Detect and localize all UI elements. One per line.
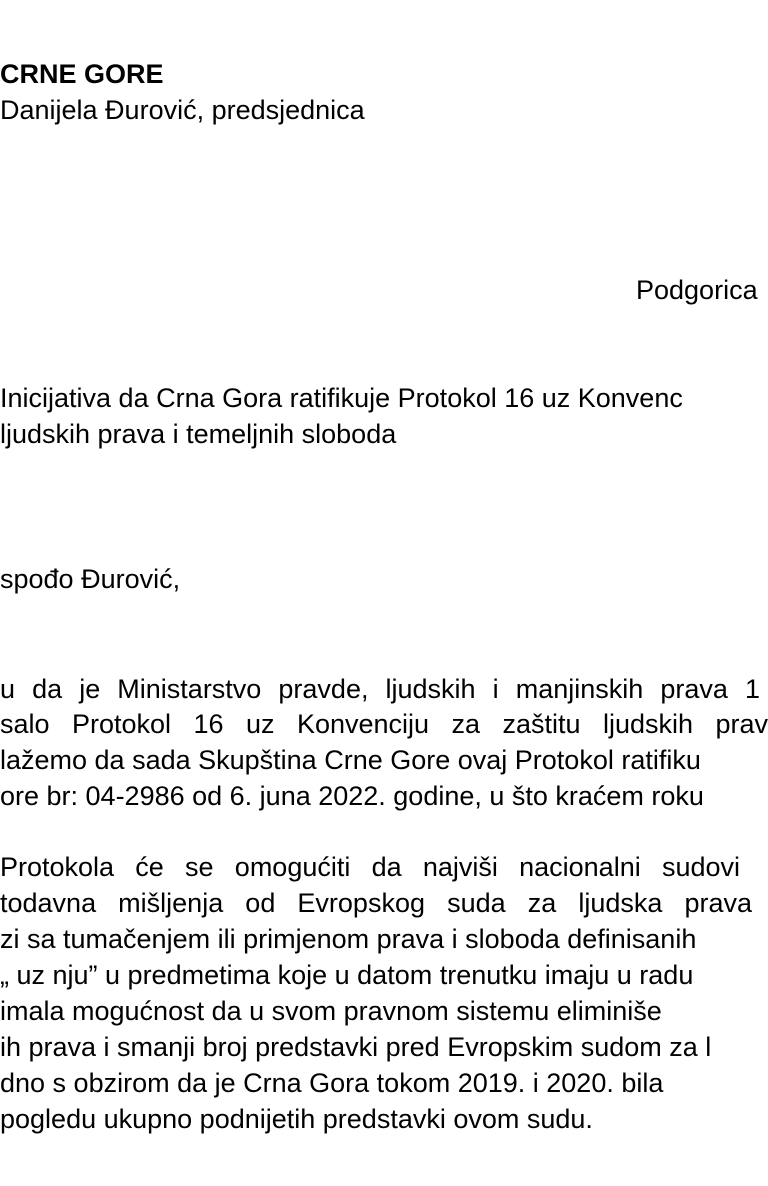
salutation: spođo Đurović, (0, 564, 181, 594)
paragraph-1-line: u da je Ministarstvo pravde, ljudskih i manjinskih prava 1 (0, 674, 760, 704)
paragraph-2-line: zi sa tumačenjem ili primjenom prava i sloboda definisanih (0, 924, 697, 954)
paragraph-2-line: Protokola će se omogućiti da najviši nacionalni sudovi (0, 852, 740, 882)
paragraph-2-line: todavna mišljenja od Evropskog suda za ljudska prava (0, 888, 752, 918)
paragraph-2-line: „ uz nju” u predmetima koje u datom trenutku imaju u radu (0, 960, 694, 990)
paragraph-1-line: salo Protokol 16 uz Konvenciju za zaštitu ljudskih prav (0, 709, 768, 739)
paragraph-1-line: lažemo da sada Skupština Crne Gore ovaj Protokol ratifiku (0, 745, 701, 775)
addressee-line: Danijela Đurović, predsjednica (0, 95, 365, 125)
paragraph-2-line: dno s obzirom da je Crna Gora tokom 2019. i 2020. bila (0, 1068, 664, 1098)
paragraph-2-line: ih prava i smanji broj predstavki pred Evropskim sudom za l (0, 1032, 712, 1062)
subject-line-1: Inicijativa da Crna Gora ratifikuje Protokol 16 uz Konvenc (0, 383, 683, 413)
paragraph-2-line: imala mogućnost da u svom pravnom sistemu eliminiše (0, 996, 662, 1026)
institution-heading: CRNE GORE (0, 59, 164, 89)
subject-line-2: ljudskih prava i temeljnih sloboda (0, 419, 397, 449)
place-line: Podgorica (636, 275, 758, 305)
paragraph-2-line: pogledu ukupno podnijetih predstavki ovom sudu. (0, 1104, 593, 1134)
paragraph-1-line: ore br: 04-2986 od 6. juna 2022. godine, u što kraćem roku (0, 781, 704, 811)
